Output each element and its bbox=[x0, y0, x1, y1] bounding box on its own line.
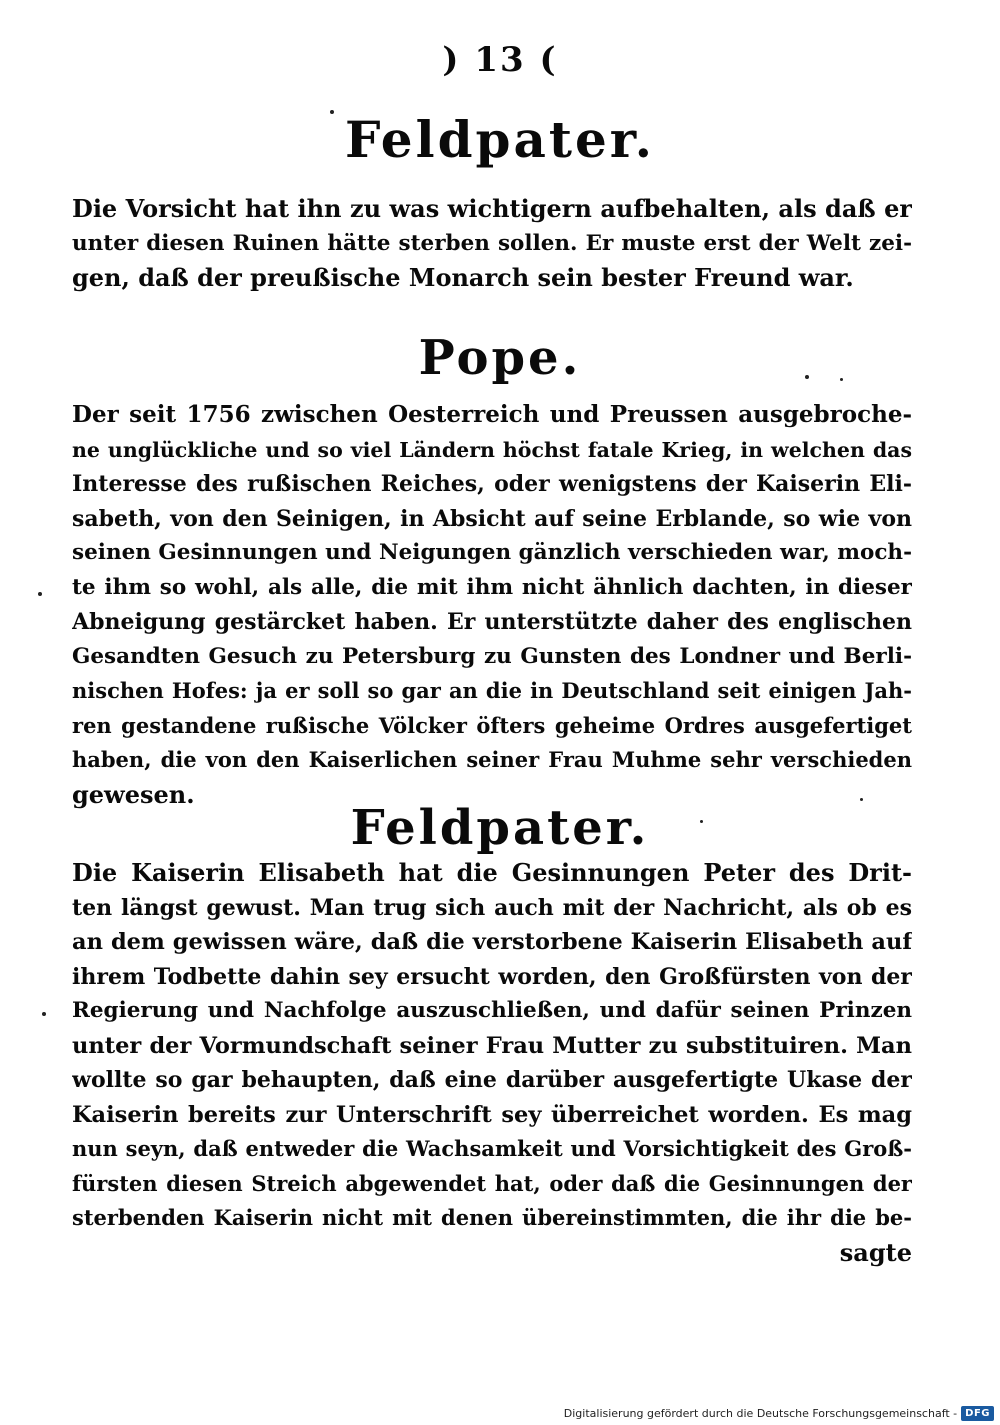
scan-speck bbox=[860, 798, 863, 801]
text-line: Interesse des rußischen Reiches, oder wenigstens der Kaiserin Eli- bbox=[72, 471, 912, 497]
text-line: haben, die von den Kaiserlichen seiner Frau Muhme sehr verschieden bbox=[72, 747, 912, 772]
text-line: gen, daß der preußische Monarch sein bester Freund war. bbox=[72, 263, 854, 292]
text-line: sterbenden Kaiserin nicht mit denen übereinstimmten, die ihr die be- bbox=[72, 1205, 912, 1230]
dfg-logo-icon: DFG bbox=[961, 1406, 994, 1421]
footer-text: Digitalisierung gefördert durch die Deutsche Forschungsgemeinschaft - bbox=[563, 1406, 958, 1420]
text-line: nun seyn, daß entweder die Wachsamkeit und Vorsichtigkeit des Groß- bbox=[72, 1136, 912, 1161]
text-line: Die Vorsicht hat ihn zu was wichtigern aufbehalten, als daß er bbox=[72, 194, 912, 223]
text-line: unter diesen Ruinen hätte sterben sollen. Er muste erst der Welt zei- bbox=[72, 230, 912, 256]
text-line: nischen Hofes: ja er soll so gar an die in Deutschland seit einigen Jah- bbox=[72, 678, 912, 703]
text-line: seinen Gesinnungen und Neigungen gänzlich verschieden war, moch- bbox=[72, 540, 912, 565]
text-line: Abneigung gestärcket haben. Er unterstützte daher des englischen bbox=[72, 609, 912, 635]
text-line: Regierung und Nachfolge auszuschließen, und dafür seinen Prinzen bbox=[72, 998, 912, 1023]
text-line: sabeth, von den Seinigen, in Absicht auf seine Erblande, so wie von bbox=[72, 505, 912, 532]
text-line: fürsten diesen Streich abgewendet hat, oder daß die Gesinnungen der bbox=[72, 1170, 912, 1196]
text-line: ihrem Todbette dahin sey ersucht worden, den Großfürsten von der bbox=[72, 963, 912, 990]
scan-speck bbox=[805, 375, 809, 379]
scan-speck bbox=[330, 110, 334, 114]
section-heading-feldpater-2: Feldpater. bbox=[350, 800, 650, 856]
text-line: wollte so gar behaupten, daß eine darüber ausgefertigte Ukase der bbox=[72, 1067, 912, 1093]
page-number-header: ) 13 ( bbox=[442, 40, 558, 80]
text-line: Kaiserin bereits zur Unterschrift sey überreichet worden. Es mag bbox=[72, 1101, 912, 1128]
text-line: Der seit 1756 zwischen Oesterreich und Preussen ausgebroche- bbox=[72, 401, 912, 428]
paragraph-feldpater-1 bbox=[72, 192, 912, 296]
section-heading-pope: Pope. bbox=[418, 330, 582, 386]
text-line: ren gestandene rußische Völcker öfters geheime Ordres ausgefertiget bbox=[72, 712, 912, 738]
catchword: sagte bbox=[839, 1237, 912, 1267]
section-heading-feldpater-1: Feldpater. bbox=[345, 110, 655, 169]
text-line: Die Kaiserin Elisabeth hat die Gesinnungen Peter des Drit- bbox=[72, 858, 912, 887]
scan-speck bbox=[42, 1012, 46, 1016]
paragraph-pope bbox=[72, 398, 912, 812]
digitization-footer bbox=[564, 1403, 994, 1423]
scan-speck bbox=[700, 820, 703, 823]
scan-speck bbox=[840, 378, 843, 381]
text-line: ne unglückliche und so viel Ländern höchst fatale Krieg, in welchen das bbox=[72, 437, 912, 462]
text-line: unter der Vormundschaft seiner Frau Mutter zu substituiren. Man bbox=[72, 1032, 912, 1059]
text-line: Gesandten Gesuch zu Petersburg zu Gunsten des Londner und Berli- bbox=[72, 643, 912, 669]
text-line: gewesen. bbox=[72, 779, 195, 809]
scan-speck bbox=[38, 592, 42, 596]
paragraph-feldpater-2 bbox=[72, 856, 912, 1270]
text-line: ten längst gewust. Man trug sich auch mit der Nachricht, als ob es bbox=[72, 894, 912, 921]
text-line: te ihm so wohl, als alle, die mit ihm nicht ähnlich dachten, in dieser bbox=[72, 574, 912, 600]
text-line: an dem gewissen wäre, daß die verstorbene Kaiserin Elisabeth auf bbox=[72, 929, 912, 955]
